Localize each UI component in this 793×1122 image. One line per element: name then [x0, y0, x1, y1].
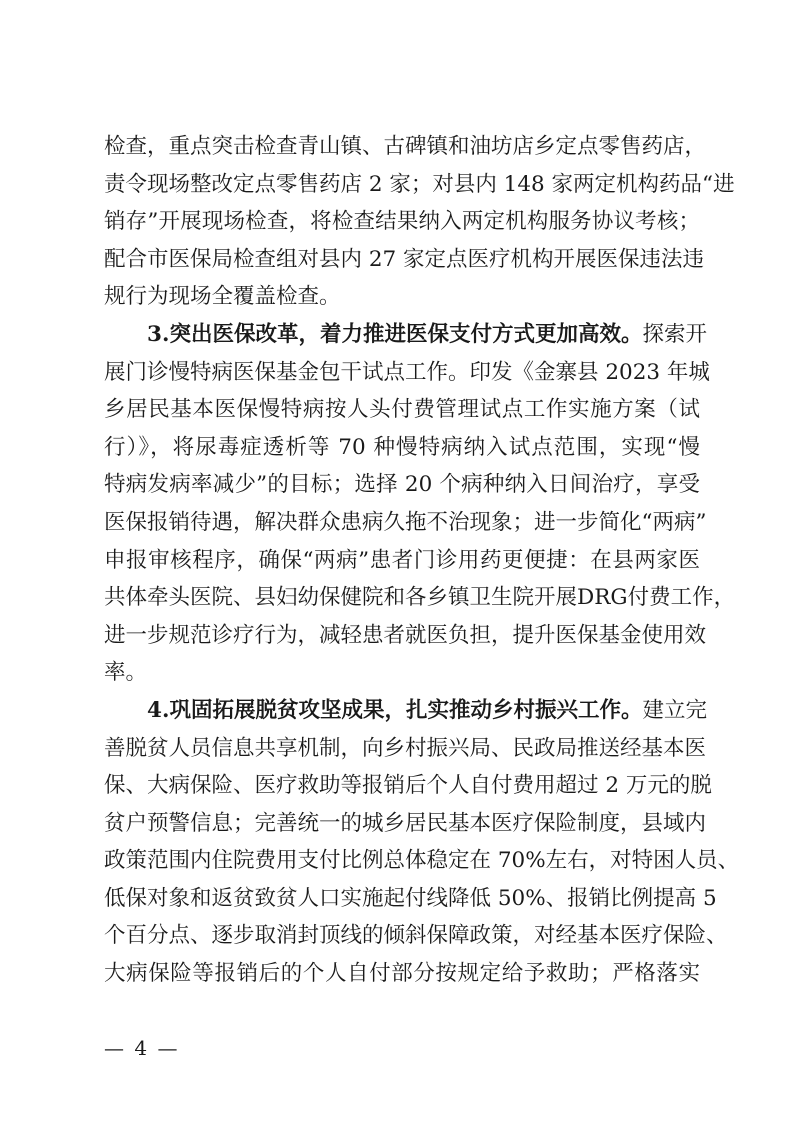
paragraph-poverty	[104, 692, 740, 993]
text-line: 善脱贫人员信息共享机制，向乡村振兴局、民政局推送经基本医	[104, 735, 707, 761]
heading-tail-text: 探索开	[642, 321, 707, 347]
text-line: 低保对象和返贫致贫人口实施起付线降低 50%、报销比例提高 5	[104, 885, 717, 911]
text-line: 个百分点、逐步取消封顶线的倾斜保障政策，对经基本医疗保险、	[104, 923, 728, 949]
text-line: 责令现场整改定点零售药店 2 家；对县内 148 家两定机构药品“进	[104, 171, 735, 197]
heading-tail-text: 建立完	[642, 697, 707, 723]
document-body	[104, 128, 740, 993]
text-line: 进一步规范诊疗行为，减轻患者就医负担，提升医保基金使用效	[104, 622, 707, 648]
text-line: 率。	[104, 660, 148, 686]
page-number: — 4 —	[104, 1036, 180, 1060]
text-line: 特病发病率减少”的目标；选择 20 个病种纳入日间治疗，享受	[104, 472, 700, 498]
text-line: 销存”开展现场检查，将检查结果纳入两定机构服务协议考核；	[104, 209, 700, 235]
text-line: 医保报销待遇，解决群众患病久拖不治现象；进一步简化“两病”	[104, 509, 707, 535]
section-heading: 3.突出医保改革，着力推进医保支付方式更加高效。	[147, 321, 643, 347]
text-line	[104, 692, 707, 730]
text-line	[104, 316, 707, 354]
text-line: 政策范围内住院费用支付比例总体稳定在 70%左右，对特困人员、	[104, 848, 740, 874]
text-line: 乡居民基本医保慢特病按人头付费管理试点工作实施方案（试	[104, 397, 700, 423]
text-line: 共体牵头医院、县妇幼保健院和各乡镇卫生院开展DRG付费工作，	[104, 585, 736, 611]
paragraph-reform	[104, 316, 736, 692]
text-line: 展门诊慢特病医保基金包干试点工作。印发《金寨县 2023 年城	[104, 359, 710, 385]
text-line: 保、大病保险、医疗救助等报销后个人自付费用超过 2 万元的脱	[104, 773, 712, 799]
text-line: 贫户预警信息；完善统一的城乡居民基本医疗保险制度，县域内	[104, 810, 707, 836]
text-line: 规行为现场全覆盖检查。	[104, 284, 341, 310]
text-line: 配合市医保局检查组对县内 27 家定点医疗机构开展医保违法违	[104, 246, 705, 272]
paragraph-inspection	[104, 128, 735, 316]
text-line: 检查，重点突击检查青山镇、古碑镇和油坊店乡定点零售药店，	[104, 134, 707, 159]
section-heading: 4.巩固拓展脱贫攻坚成果，扎实推动乡村振兴工作。	[147, 697, 643, 723]
text-line: 行）》，将尿毒症透析等 70 种慢特病纳入试点范围，实现“慢	[104, 434, 700, 460]
text-line: 申报审核程序，确保“两病”患者门诊用药更便捷：在县两家医	[104, 547, 700, 573]
text-line: 大病保险等报销后的个人自付部分按规定给予救助；严格落实	[104, 961, 700, 987]
